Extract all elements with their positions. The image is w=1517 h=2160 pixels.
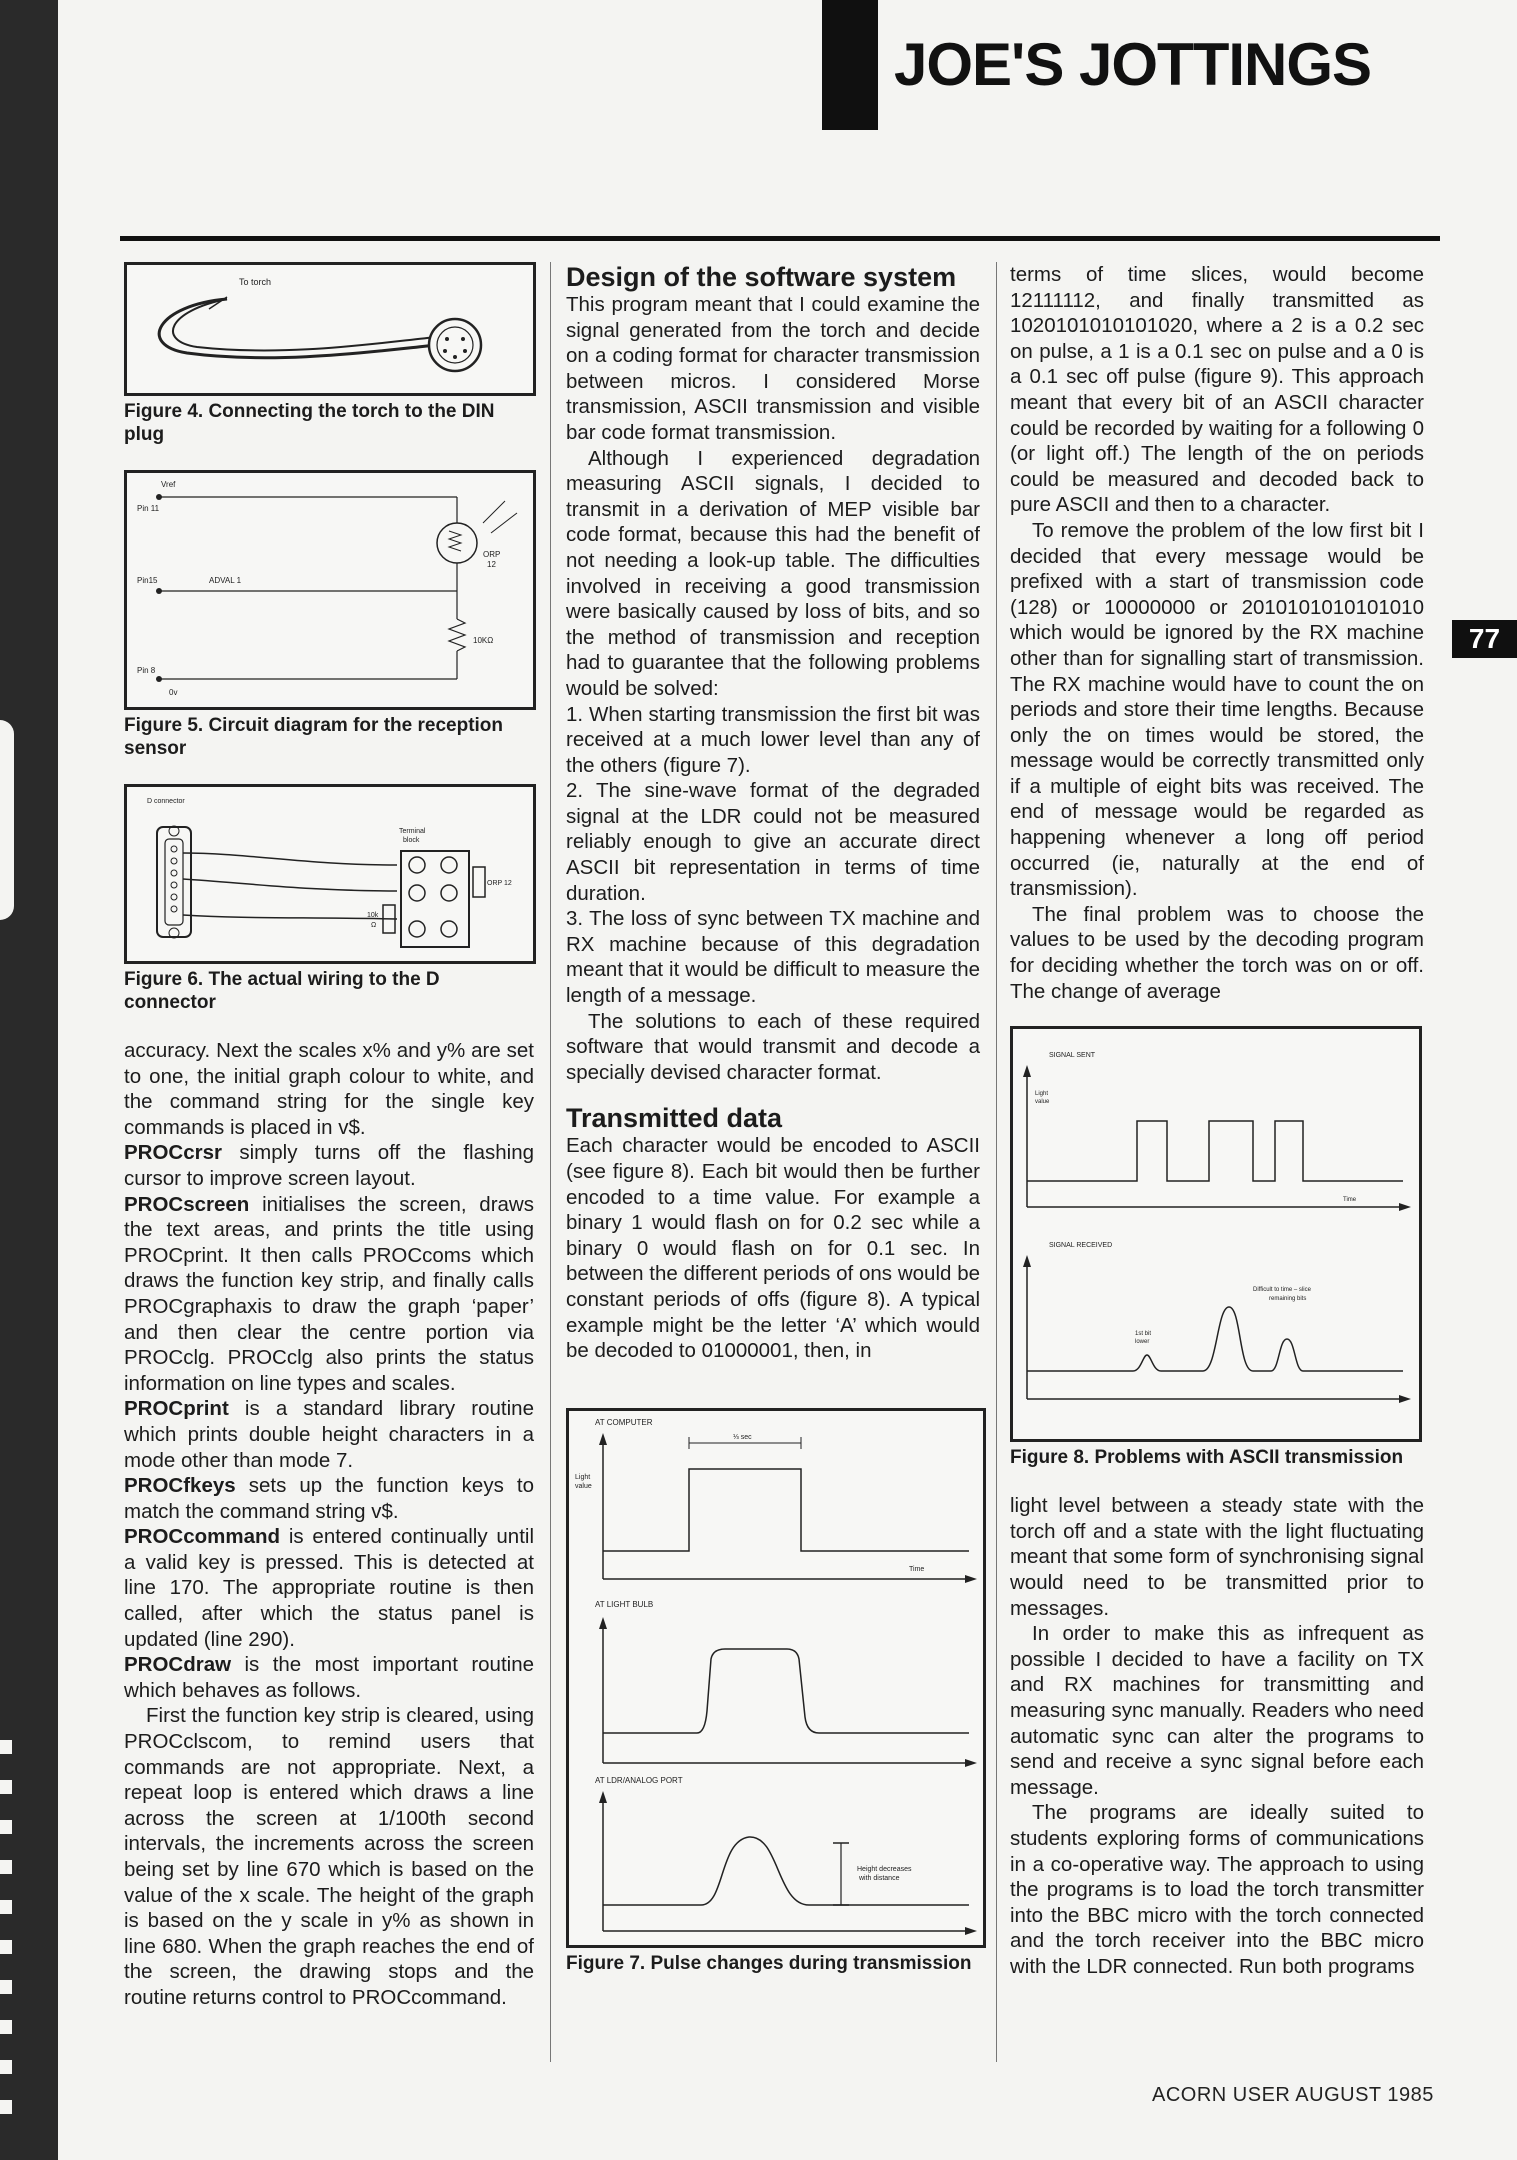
paragraph: Each character would be encoded to ASCII (see figure 8). Each bit would then be further encoded to a time value. For example a binary 1 would flash on for 0.2 sec while a binary 0 would flash on for 0.1 sec. In between the different periods of ons would be constant periods of offs (figure 8). A typical example might be the letter ‘A’ which would be decoded to 01000001, then, in [566,1134,980,1363]
axis-arrow [599,1791,607,1803]
din-pin [461,337,465,341]
binder-tick [0,1820,12,1834]
axis-arrow [965,1927,977,1935]
binder-tick [0,1900,12,1914]
figure-7-caption: Figure 7. Pulse changes during transmission [566,1952,972,1974]
pin [171,858,177,864]
sent-signal [1027,1121,1403,1181]
label-remaining-bits: remaining bits [1269,1296,1307,1303]
page-footer: ACORN USER AUGUST 1985 [1152,2084,1434,2106]
label-signal-sent: SIGNAL SENT [1049,1052,1096,1060]
ldr-component [473,867,485,897]
column-2 [566,262,980,1999]
figure-4 [124,262,536,396]
terminal-screw [409,885,425,901]
pin [171,846,177,852]
paragraph [124,1192,534,1397]
sine-pulse [603,1837,969,1905]
paragraph: The solutions to each of these required software that would transmit and decode a specially devised character format. [566,1009,980,1084]
terminal-screw [409,857,425,873]
paragraph: In order to make this as infrequent as possible I decided to have a facility on TX and RX machines for transmitting and measuring sync manually. Readers who need automatic sync can alter the programs to send and receive a sync signal before each message. [1010,1622,1424,1799]
binder-tick [0,1740,12,1754]
column-3 [1010,262,1424,1980]
heading-transmitted-data: Transmitted data [566,1103,783,1134]
torch-din-diagram [127,265,533,393]
pin [171,906,177,912]
label-at-computer: AT COMPUTER [595,1417,653,1427]
binder-tick [0,2100,12,2114]
pin [171,894,177,900]
keyword: PROCcommand [124,1525,281,1549]
light-arrow [483,501,505,523]
label-pin15: Pin15 [137,576,158,585]
figure-8-caption: Figure 8. Problems with ASCII transmission [1010,1447,1404,1469]
pulse-changes-diagram [569,1411,983,1945]
header-bar [822,0,878,130]
axis-arrow [1399,1395,1411,1403]
label-with-distance: with distance [859,1874,900,1882]
paragraph [124,1652,534,1703]
figure-5-caption: Figure 5. Circuit diagram for the reception sensor [124,715,504,759]
terminal-screw [441,857,457,873]
keyword: PROCcrsr [124,1141,222,1165]
ldr-zigzag [449,531,461,551]
label-at-ldr: AT LDR/ANALOG PORT [595,1775,683,1785]
column-divider [996,262,997,2062]
label-lower: lower [1135,1339,1150,1346]
axis-arrow [965,1759,977,1767]
paragraph: accuracy. Next the scales x% and y% are set to one, the initial graph colour to white, and the command string for the single key commands is placed in v$. [124,1039,534,1139]
figure-8 [1010,1026,1422,1442]
label-terminal: Terminal [399,828,426,835]
axis-arrow [599,1617,607,1629]
received-signal [1027,1307,1403,1371]
din-pin [445,337,449,341]
axis-arrow [1399,1203,1411,1211]
reception-circuit-diagram [127,473,533,707]
paragraph [124,1473,534,1524]
binder-tick [0,1980,12,1994]
axis-arrow [599,1433,607,1445]
wire [183,879,397,891]
keyword: PROCfkeys [124,1474,236,1498]
header-rule [120,236,1440,241]
label-value: value [1035,1099,1050,1106]
binder-tick [0,2060,12,2074]
rounded-pulse [603,1649,969,1733]
resistor-10k [449,619,465,651]
binder-tick [0,1780,12,1794]
paragraph-text: is a standard library routine which prints double height characters in a mode other than mode 7. [124,1397,534,1472]
din-pin [443,349,447,353]
label-10k: 10KΩ [473,636,494,645]
binder-edge [0,0,58,2160]
binder-tick [0,1860,12,1874]
label-light: Light [1035,1091,1049,1098]
paragraph: light level between a steady state with the torch off and a state with the light fluctuating meant that some form of synchronising signal would need to be transmitted prior to messages. [1010,1494,1424,1620]
paragraph: To remove the problem of the low first bit I decided that every message would be prefixed with a start of transmission code (128) or 10000000 or 2010101010101010 which would be ignored by the RX machine other than for signalling start of transmission. The RX machine would have to count the on periods and store their time lengths. Because only the on times would be stored, the message would be correctly transmitted only if a multiple of eight bits was received. The end of message would be regarded as happening whenever a long off period occurred (ie, naturally at the end of transmission). [1010,518,1424,901]
label-pin8: Pin 8 [137,666,156,675]
paragraph: First the function key strip is cleared, using PROCclscom, to remind users that commands are not appropriate. Next, a repeat loop is entered which draws a line across the screen at 1/100th second intervals, the increments across the screen being set by line 670 which is based on the value of the x scale. The height of the graph is based on the y scale in y% as shown in line 680. When the graph reaches the end of the screen, the drawing stops and the routine returns control to PROCcommand. [124,1704,534,2009]
figure-6 [124,784,536,964]
paragraph-text: simply turns off the flashing cursor to improve screen layout. [124,1141,534,1190]
label-to-torch: To torch [239,277,272,287]
din-pin [453,355,457,359]
paragraph: 3. The loss of sync between TX machine and RX machine because of this degradation meant that it would be difficult to measure the length of a message. [566,907,980,1008]
paragraph: terms of time slices, would become 12111112, and finally transmitted as 1020101010101020, where a 2 is a 0.2 sec on pulse, a 1 is a 0.1 sec on pulse and a 0 is a 0.1 sec off pulse (figure 9). This approach meant that every bit of an ASCII character could be recorded by waiting for a following 0 (or light off.) The length of the on periods could be measured and decoded back to pure ASCII and then to a character. [1010,263,1424,517]
binder-hole [0,720,14,920]
paragraph-text: is the most important routine which behaves as follows. [124,1653,534,1702]
label-0v: 0v [169,688,178,697]
paragraph-text: initialises the screen, draws the text areas, and prints the title using PROCprint. It then calls PROCcoms which draws the function key strip, and finally calls PROCgraphaxis to draw the graph ‘paper’ and then clear the centre portion via PROCclg. PROCclg also prints the status information on line types and scales. [124,1192,534,1395]
binder-tick [0,2020,12,2034]
figure-5 [124,470,536,710]
label-d-connector: D connector [147,798,185,805]
keyword: PROCscreen [124,1192,250,1216]
paragraph: The final problem was to choose the values to be used by the decoding program for deciding whether the torch was on or off. The change of average [1010,902,1424,1003]
label-signal-received: SIGNAL RECEIVED [1049,1242,1113,1250]
label-pin11: Pin 11 [137,504,160,513]
ascii-transmission-diagram [1013,1029,1419,1439]
label-orp12: ORP 12 [487,880,512,887]
paragraph: 1. When starting transmission the first bit was received at a much lower level than any of the others (figure 7). [566,702,980,777]
paragraph [124,1396,534,1473]
paragraph [124,1524,534,1652]
binder-tick [0,1940,12,1954]
axis-arrow [1023,1065,1031,1077]
axis-arrow [1023,1255,1031,1267]
label-value: value [575,1482,592,1490]
figure-6-caption: Figure 6. The actual wiring to the D connector [124,969,440,1013]
paragraph: This program meant that I could examine the signal generated from the torch and decide on a coding format for character transmission between micros. I considered Morse transmission, ASCII transmission and visible bar code format transmission. [566,293,980,444]
din-pin [463,349,467,353]
label-10k: 10k [367,912,379,919]
figure-4-caption: Figure 4. Connecting the torch to the DIN plug [124,401,495,445]
section-title: JOE'S JOTTINGS [894,31,1372,98]
label-ohm: Ω [371,922,377,929]
keyword: PROCdraw [124,1653,232,1677]
label-1st-bit: 1st bit [1135,1331,1152,1338]
square-pulse [603,1469,969,1551]
paragraph: The programs are ideally suited to students exploring forms of communications in a co-operative way. The approach to using the programs is to load the torch transmitter into the BBC micro with the torch connected and the torch receiver into the BBC micro with the LDR connected. Run both programs [1010,1801,1424,1978]
label-vref: Vref [161,480,176,489]
label-block: block [403,837,420,844]
terminal-screw [441,885,457,901]
wire [183,853,397,865]
axis-arrow [965,1575,977,1583]
label-difficult: Difficult to time – slice [1253,1287,1311,1294]
light-arrow [491,513,517,533]
heading-design: Design of the software system [566,262,957,292]
label-time: Time [909,1565,925,1573]
ldr-symbol [437,523,477,563]
label-height-decreases: Height decreases [857,1865,912,1873]
paragraph: Although I experienced degradation measuring ASCII signals, I decided to transmit in a derivation of MEP visible bar code format, because this had the benefit of not needing a look-up table. The difficulties involved in receiving a good transmission were basically caused by loss of bits, and so the method of transmission and reception had to guarantee that the following problems would be solved: [566,446,980,700]
paragraph: 2. The sine-wave format of the degraded signal at the LDR could not be measured reliably enough to give an accurate direct ASCII bit representation in terms of time duration. [566,779,980,905]
wire [183,915,397,919]
keyword: PROCprint [124,1397,229,1421]
label-time: Time [1343,1197,1357,1204]
label-adval: ADVAL 1 [209,576,242,585]
column-1 [124,262,534,2011]
terminal-screw [441,921,457,937]
column-divider [550,262,551,2062]
paragraph [124,1140,534,1191]
label-at-light-bulb: AT LIGHT BULB [595,1599,654,1609]
figure-7 [566,1408,986,1948]
label-sec: ⅓ sec [733,1433,752,1441]
paragraph-text: is entered continually until a valid key is pressed. This is detected at line 170. The appropriate routine is then called, after which the status panel is updated (line 290). [124,1525,534,1651]
page-number-tab: 77 [1452,620,1517,658]
d-connector-wiring [127,787,533,961]
label-orp-12: 12 [487,560,496,569]
pin [171,870,177,876]
label-orp: ORP [483,550,501,559]
label-light: Light [575,1473,591,1481]
terminal-screw [409,921,425,937]
pin [171,882,177,888]
paragraph-text: sets up the function keys to match the command string v$. [124,1474,534,1523]
